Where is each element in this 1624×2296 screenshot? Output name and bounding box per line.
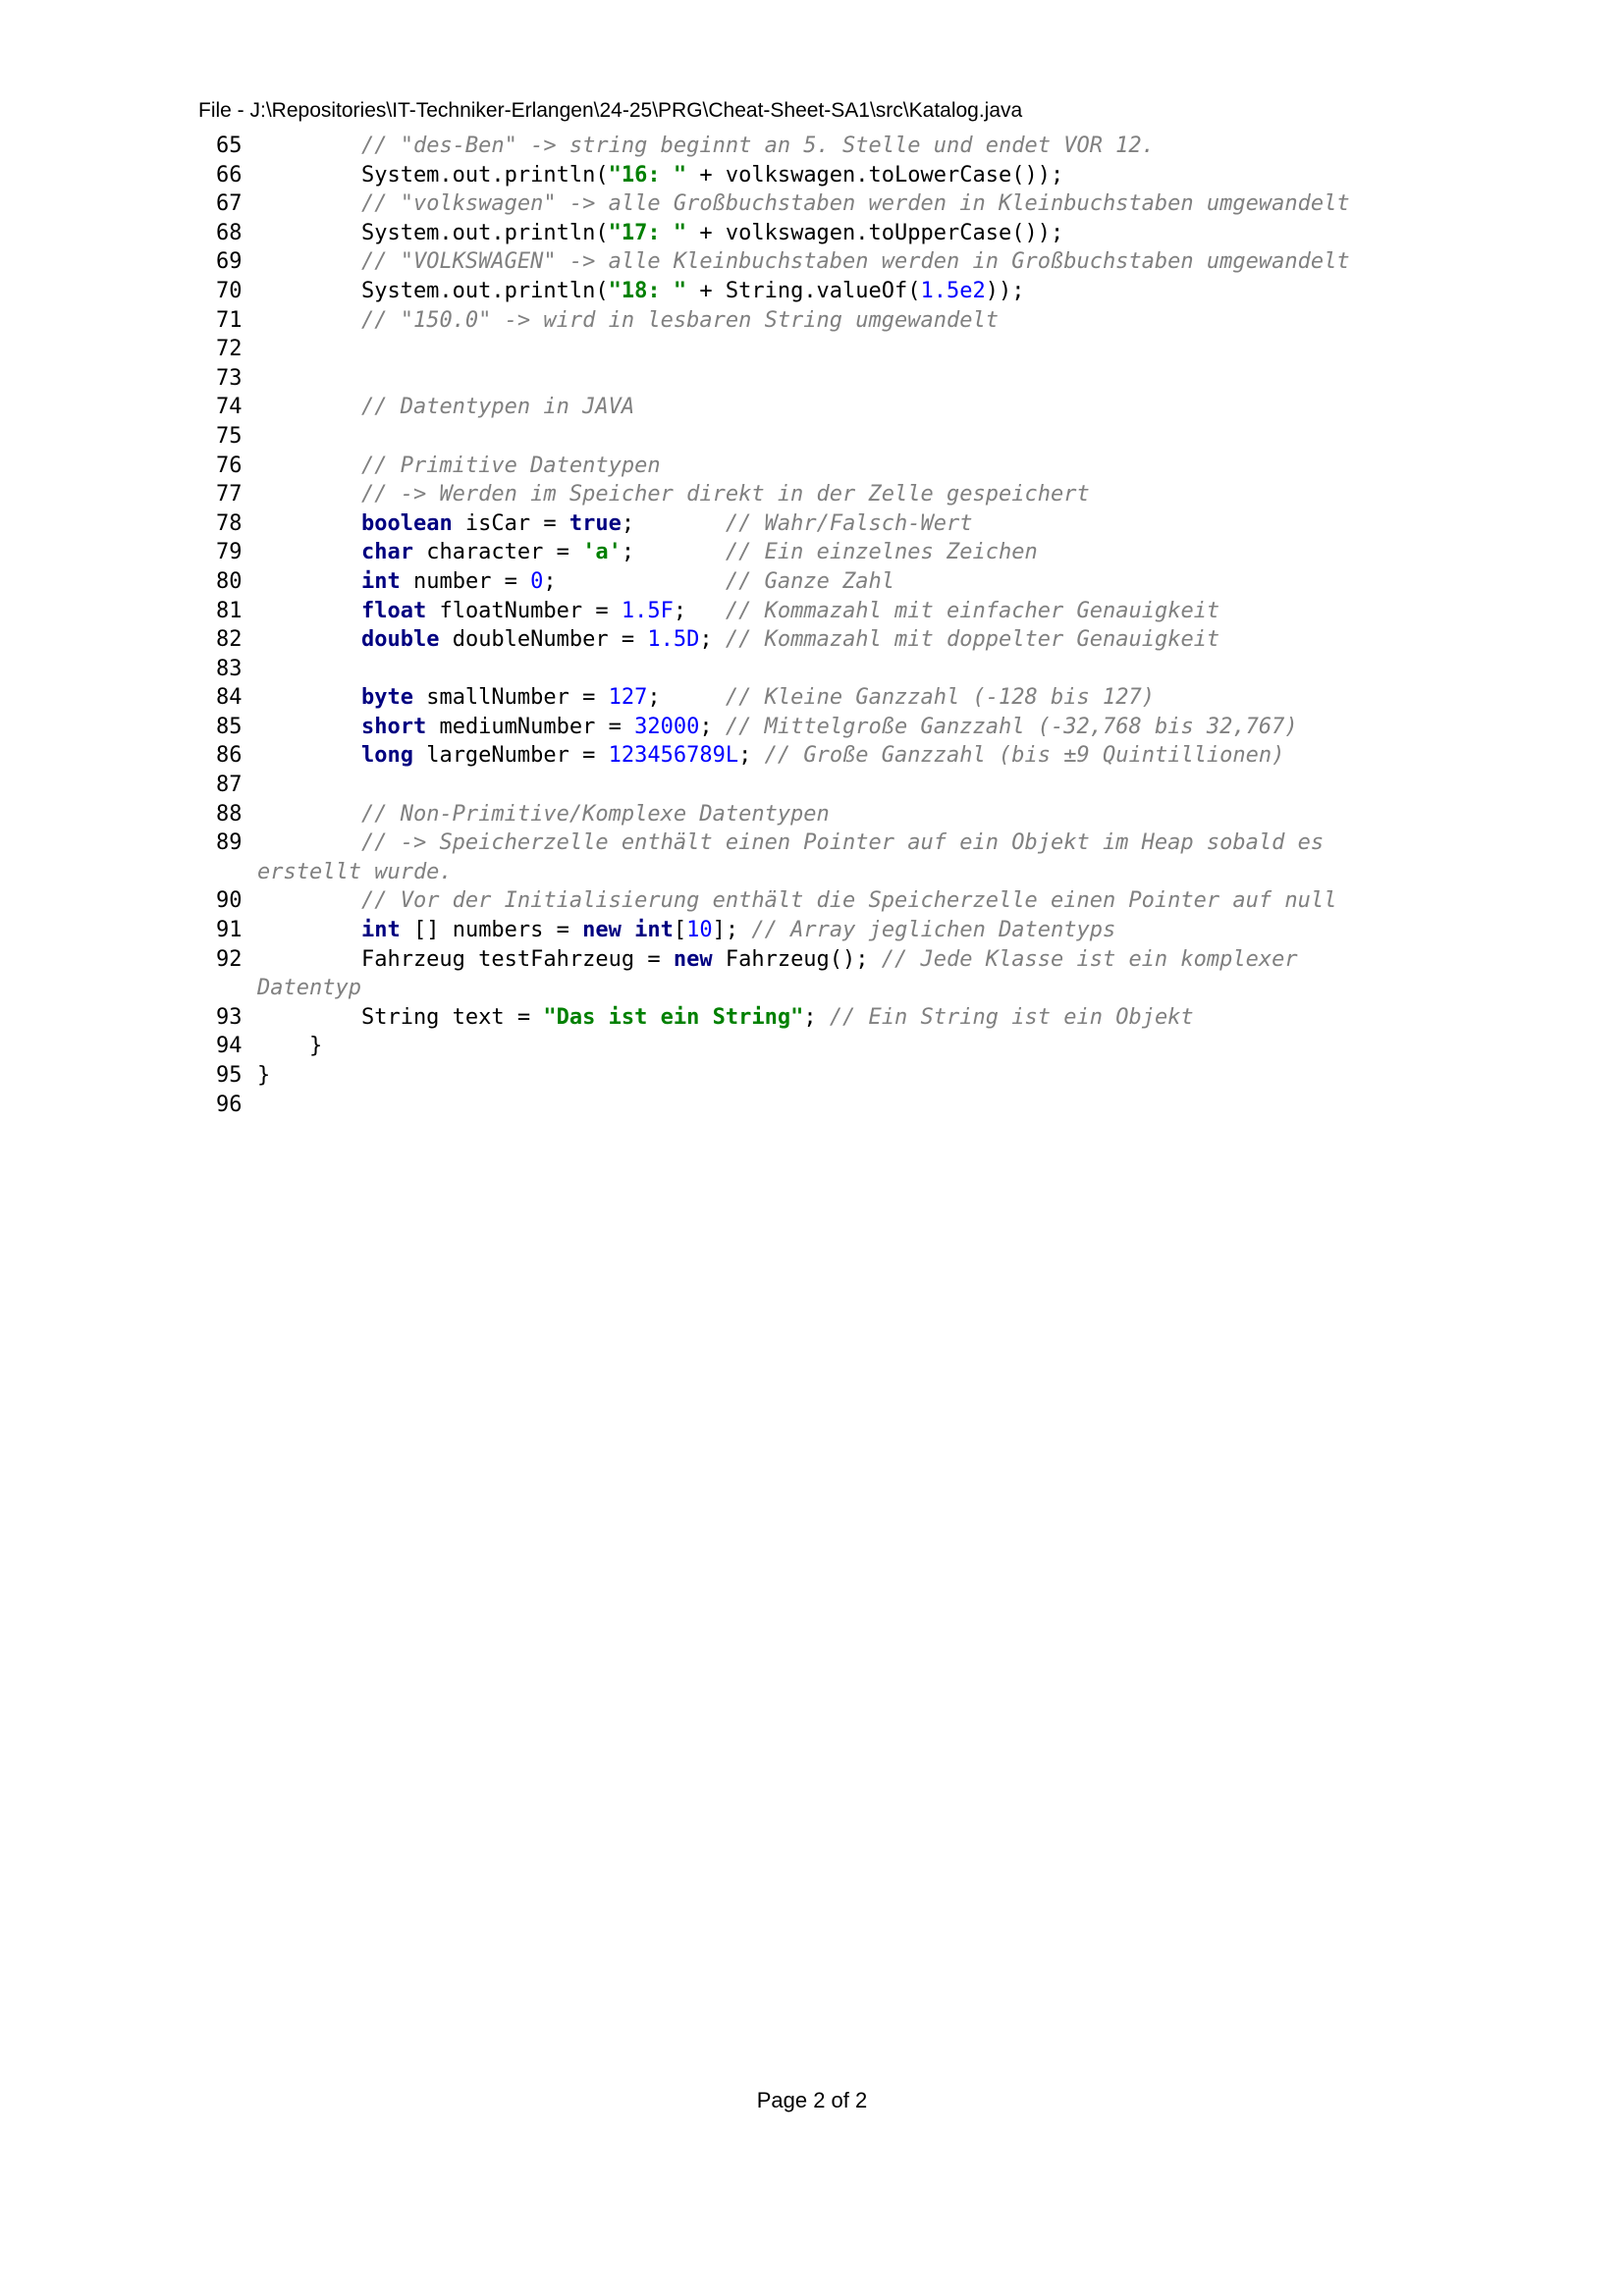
line-number: 82 (216, 627, 243, 653)
plain-token: System.out.println( (257, 220, 609, 245)
comment-token: // Array jeglichen Datentyps (751, 918, 1116, 943)
plain-token: ]; (712, 918, 752, 943)
code-text (257, 916, 1115, 945)
code-line (0, 393, 1624, 422)
line-number: 80 (216, 568, 243, 594)
keyword-token: short (360, 714, 427, 739)
code-text (257, 597, 1219, 626)
code-text (257, 828, 1324, 858)
code-text (257, 886, 1336, 916)
code-text (257, 219, 1063, 248)
code-line (0, 741, 1624, 771)
keyword-token: boolean (360, 510, 453, 536)
comment-token: // Große Ganzzahl (bis ±9 Quintillionen) (764, 743, 1285, 769)
code-text (257, 538, 1038, 567)
keyword-token: new (582, 918, 622, 943)
code-line (0, 945, 1624, 1003)
comment-token: // Kommazahl mit doppelter Genauigkeit (725, 627, 1220, 653)
keyword-token: double (360, 627, 440, 653)
plain-token (257, 569, 361, 594)
line-number: 76 (216, 453, 243, 478)
plain-token (257, 715, 361, 739)
code-line (0, 364, 1624, 394)
comment-token: // Jede Klasse ist ein komplexer (881, 946, 1298, 972)
code-text (257, 800, 830, 829)
code-line (0, 189, 1624, 219)
line-number: 65 (216, 133, 243, 158)
comment-token: // Mittelgroße Ganzzahl (-32,768 bis 32,767) (725, 714, 1298, 739)
code-text (257, 480, 1090, 509)
code-line (0, 683, 1624, 713)
plain-token (257, 249, 361, 274)
string-token: "16: " (608, 162, 687, 187)
code-line (0, 480, 1624, 509)
line-number: 69 (216, 249, 243, 275)
code-listing (0, 132, 1624, 1119)
code-line (0, 597, 1624, 626)
plain-token (257, 454, 361, 478)
code-text (257, 625, 1219, 655)
line-number: 66 (216, 162, 243, 187)
comment-token: // Non-Primitive/Komplexe Datentypen (360, 801, 830, 827)
code-line (0, 567, 1624, 597)
comment-token: erstellt wurde. (257, 859, 453, 884)
plain-token (257, 802, 361, 827)
comment-token: // Wahr/Falsch-Wert (725, 510, 973, 536)
line-number: 87 (216, 773, 243, 798)
plain-token (257, 830, 361, 855)
plain-token: ; (738, 743, 765, 769)
line-number: 73 (216, 365, 243, 391)
comment-token: // Ein einzelnes Zeichen (725, 540, 1038, 565)
number-token: 1.5e2 (920, 278, 986, 303)
wrapped-continuation (257, 974, 361, 1003)
plain-token: ; (699, 714, 726, 739)
number-token: 32000 (634, 714, 700, 739)
code-line (0, 277, 1624, 306)
line-number: 74 (216, 395, 243, 420)
plain-token: mediumNumber = (426, 714, 635, 739)
number-token: 1.5D (647, 627, 700, 653)
plain-token (257, 540, 361, 564)
string-token: 'a' (582, 540, 622, 565)
plain-token: ; (699, 627, 726, 653)
plain-token: ; (543, 568, 726, 594)
code-line (0, 1061, 1624, 1091)
file-path-header: File - J:\Repositories\IT-Techniker-Erlangen\24-25\PRG\Cheat-Sheet-SA1\src\Katalog.java (198, 99, 1023, 122)
line-number: 86 (216, 743, 243, 769)
code-line (0, 625, 1624, 655)
plain-token: )); (985, 278, 1025, 303)
plain-token: } (257, 1034, 323, 1059)
code-text (257, 306, 999, 336)
code-line (0, 1091, 1624, 1120)
number-token: 127 (608, 685, 648, 711)
keyword-token: true (568, 510, 622, 536)
number-token: 10 (686, 918, 713, 943)
line-number: 67 (216, 191, 243, 217)
code-line (0, 132, 1624, 161)
line-number: 84 (216, 685, 243, 711)
keyword-token: long (360, 743, 413, 769)
plain-token (257, 308, 361, 333)
plain-token: isCar = (452, 510, 569, 536)
line-number: 70 (216, 278, 243, 303)
plain-token: ; (803, 1004, 830, 1030)
code-text (257, 247, 1350, 277)
plain-token: largeNumber = (412, 743, 609, 769)
plain-token: } (257, 1063, 271, 1088)
plain-token (257, 627, 361, 652)
line-number: 96 (216, 1092, 243, 1117)
code-text (257, 567, 894, 597)
code-line (0, 306, 1624, 336)
code-text (257, 509, 973, 539)
plain-token (257, 743, 361, 768)
line-number: 94 (216, 1034, 243, 1059)
line-number: 71 (216, 307, 243, 333)
code-text (257, 161, 1063, 190)
line-number: 77 (216, 482, 243, 507)
plain-token: doubleNumber = (439, 627, 648, 653)
code-text (257, 741, 1284, 771)
comment-token: // Kommazahl mit einfacher Genauigkeit (725, 598, 1220, 623)
plain-token: [ (673, 918, 687, 943)
line-number: 89 (216, 830, 243, 856)
code-line (0, 509, 1624, 539)
number-token: 0 (530, 568, 544, 594)
code-line (0, 1032, 1624, 1061)
keyword-token: int (360, 918, 401, 943)
code-line (0, 219, 1624, 248)
code-text (257, 277, 1025, 306)
line-number: 93 (216, 1004, 243, 1030)
code-text (257, 393, 634, 422)
code-line (0, 452, 1624, 481)
keyword-token: int (634, 918, 674, 943)
comment-token: // "VOLKSWAGEN" -> alle Kleinbuchstaben werden in Großbuchstaben umgewandelt (360, 249, 1350, 275)
comment-token: // "des-Ben" -> string beginnt an 5. Stelle und endet VOR 12. (360, 133, 1155, 158)
comment-token: // Vor der Initialisierung enthält die Speicherzelle einen Pointer auf null (360, 888, 1337, 914)
comment-token: // -> Speicherzelle enthält einen Pointer auf ein Objekt im Heap sobald es (360, 830, 1325, 856)
page-number-footer: Page 2 of 2 (756, 2088, 868, 2112)
comment-token: // Kleine Ganzzahl (-128 bis 127) (725, 685, 1155, 711)
plain-token: Fahrzeug testFahrzeug = (257, 946, 674, 972)
plain-token: + volkswagen.toUpperCase()); (686, 220, 1064, 245)
plain-token: + String.valueOf( (686, 278, 921, 303)
comment-token: // "volkswagen" -> alle Großbuchstaben werden in Kleinbuchstaben umgewandelt (360, 191, 1350, 217)
line-number: 83 (216, 656, 243, 681)
plain-token: smallNumber = (412, 685, 609, 711)
plain-token (257, 888, 361, 913)
plain-token: character = (412, 540, 583, 565)
comment-token: // Ein String ist ein Objekt (829, 1004, 1194, 1030)
keyword-token: byte (360, 685, 413, 711)
keyword-token: float (360, 598, 427, 623)
code-line (0, 771, 1624, 800)
plain-token: ; (673, 598, 726, 623)
code-text (257, 132, 1155, 161)
plain-token (257, 685, 361, 710)
plain-token (257, 511, 361, 536)
code-text (257, 683, 1155, 713)
line-number: 68 (216, 220, 243, 245)
code-line (0, 335, 1624, 364)
code-line (0, 655, 1624, 684)
code-text (257, 945, 1298, 975)
plain-token (257, 395, 361, 419)
string-token: "Das ist ein String" (543, 1004, 804, 1030)
line-number: 78 (216, 510, 243, 536)
plain-token (257, 599, 361, 623)
number-token: 123456789L (608, 743, 739, 769)
comment-token: Datentyp (257, 976, 361, 1001)
code-text (257, 713, 1298, 742)
line-number: 79 (216, 540, 243, 565)
plain-token (257, 133, 361, 158)
code-line (0, 422, 1624, 452)
string-token: "17: " (608, 220, 687, 245)
comment-token: // -> Werden im Speicher direkt in der Zelle gespeichert (360, 482, 1090, 507)
comment-token: // Primitive Datentypen (360, 453, 661, 478)
plain-token: number = (400, 568, 531, 594)
code-line (0, 916, 1624, 945)
code-line (0, 800, 1624, 829)
plain-token: ; (647, 685, 726, 711)
plain-token: ; (621, 540, 726, 565)
plain-token: Fahrzeug(); (712, 946, 882, 972)
code-line (0, 538, 1624, 567)
code-line (0, 161, 1624, 190)
keyword-token: new (673, 946, 713, 972)
plain-token: ; (621, 510, 726, 536)
string-token: "18: " (608, 278, 687, 303)
keyword-token: int (360, 568, 401, 594)
number-token: 1.5F (621, 598, 674, 623)
code-line (0, 713, 1624, 742)
plain-token: [] numbers = (400, 918, 583, 943)
plain-token: System.out.println( (257, 162, 609, 187)
line-number: 88 (216, 801, 243, 827)
code-text (257, 1032, 322, 1061)
code-line (0, 828, 1624, 886)
keyword-token: char (360, 540, 413, 565)
code-text (257, 1061, 270, 1091)
plain-token (257, 918, 361, 942)
code-text (257, 189, 1350, 219)
plain-token (257, 482, 361, 507)
line-number: 72 (216, 337, 243, 362)
plain-token: String text = (257, 1004, 544, 1030)
comment-token: // "150.0" -> wird in lesbaren String umgewandelt (360, 307, 999, 333)
wrapped-continuation (257, 858, 453, 887)
plain-token: System.out.println( (257, 278, 609, 303)
code-line (0, 247, 1624, 277)
line-number: 90 (216, 888, 243, 914)
plain-token (257, 191, 361, 216)
line-number: 75 (216, 423, 243, 449)
plain-token (622, 918, 634, 942)
comment-token: // Datentypen in JAVA (360, 395, 635, 420)
line-number: 92 (216, 946, 243, 972)
line-number: 91 (216, 918, 243, 943)
line-number: 81 (216, 598, 243, 623)
code-line (0, 886, 1624, 916)
code-text (257, 1003, 1194, 1033)
plain-token: + volkswagen.toLowerCase()); (686, 162, 1064, 187)
code-text (257, 452, 661, 481)
code-line (0, 1003, 1624, 1033)
comment-token: // Ganze Zahl (725, 568, 895, 594)
line-number: 85 (216, 714, 243, 739)
plain-token: floatNumber = (426, 598, 622, 623)
line-number: 95 (216, 1063, 243, 1088)
